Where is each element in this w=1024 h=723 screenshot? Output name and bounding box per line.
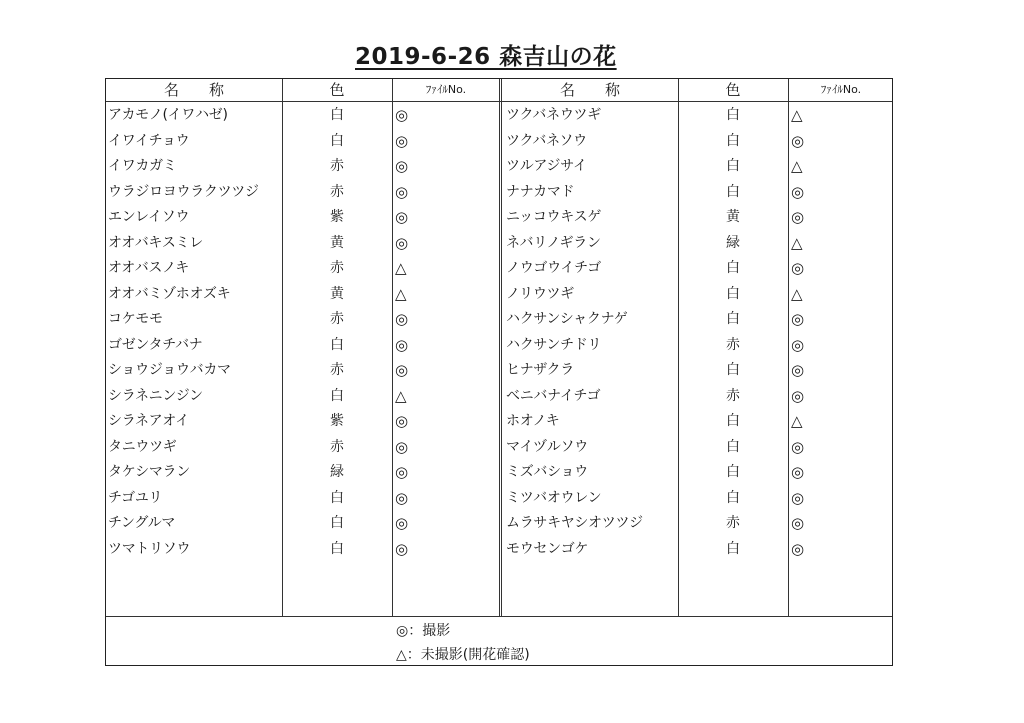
flower-name: ヒナザクラ [506,362,574,378]
photo-status-mark: ◎ [791,335,805,354]
photo-status-mark: ◎ [395,106,409,124]
flower-table [105,78,893,666]
table-row [106,103,894,129]
photo-status-mark: △ [395,386,407,405]
flower-name: ムラサキヤシオツツジ [506,515,643,531]
photo-status-mark: △ [395,259,407,277]
flower-color: 白 [726,260,740,276]
photo-status-mark: ◎ [395,208,409,226]
flower-color: 紫 [330,413,344,429]
flower-name: ゴゼンタチバナ [108,336,203,353]
photo-status-mark: ◎ [791,514,805,532]
photo-status-mark: ◎ [791,310,805,328]
photo-status-mark: ◎ [395,412,409,430]
photo-status-mark: ◎ [395,514,409,532]
flower-name: オオバキスミレ [108,234,203,251]
header-name-left: 名 称 [163,81,224,99]
flower-name: マイヅルソウ [506,438,588,455]
flower-name: ショウジョウバカマ [108,362,231,378]
photo-status-mark: ◎ [791,208,805,226]
photo-status-mark: ◎ [791,463,805,481]
flower-color: 白 [330,515,344,531]
page-title: 2019-6-26 森吉山の花 [355,44,617,70]
flower-color: 赤 [330,438,344,455]
flower-name: イワカガミ [108,158,177,174]
photo-status-mark: ◎ [791,131,805,150]
flower-name: イワイチョウ [108,132,190,149]
flower-name: ツクバネソウ [506,132,587,149]
flower-name: ミズバショウ [506,464,588,480]
flower-name: ウラジロヨウラクツツジ [108,183,259,200]
flower-name: ツルアジサイ [506,158,587,174]
photo-status-mark: ◎ [395,539,409,558]
photo-status-mark: △ [791,157,803,175]
table-row [106,486,894,512]
flower-color: 白 [330,540,344,557]
photo-status-mark: ◎ [395,488,409,507]
flower-color: 白 [726,158,740,174]
flower-name: ハクサンシャクナゲ [506,311,628,327]
flower-color: 黄 [726,209,740,225]
flower-color: 白 [726,285,740,302]
flower-color: 緑 [330,464,344,480]
table-row [106,205,894,231]
flower-color: 赤 [330,183,344,200]
flower-name: ハクサンチドリ [506,336,602,353]
flower-color: 白 [726,132,740,149]
flower-color: 白 [726,107,740,123]
flower-name: ホオノキ [506,413,560,429]
flower-name: ベニバナイチゴ [506,387,601,404]
flower-name: チングルマ [108,515,176,531]
flower-color: 白 [726,438,740,455]
photo-status-mark: △ [791,284,803,303]
legend-divider [106,616,892,617]
table-row [106,307,894,333]
flower-color: 黄 [330,234,344,251]
flower-name: モウセンゴケ [506,540,589,557]
flower-color: 白 [330,107,344,123]
table-row [106,358,894,384]
photo-status-mark: ◎ [395,131,409,150]
flower-name: ノウゴウイチゴ [506,260,601,276]
photo-status-mark: ◎ [395,182,409,201]
flower-color: 赤 [330,260,344,276]
table-row [106,282,894,308]
flower-name: ツマトリソウ [108,540,191,557]
flower-color: 緑 [726,234,740,251]
photo-status-mark: ◎ [395,157,409,175]
flower-name: ツクバネウツギ [506,107,601,123]
flower-name: オオバミゾホオズキ [108,285,231,302]
photo-status-mark: ◎ [791,182,805,201]
photo-status-mark: ◎ [395,310,409,328]
photo-status-mark: ◎ [791,259,805,277]
photo-status-mark: ◎ [395,335,409,354]
photo-status-mark: ◎ [791,386,805,405]
photo-status-mark: △ [791,412,803,430]
flower-color: 白 [726,183,740,200]
flower-name: アカモノ(イワハゼ) [108,107,228,123]
flower-color: 白 [726,464,740,480]
flower-name: シラネニンジン [108,387,203,404]
flower-color: 白 [330,336,344,353]
flower-color: 白 [726,413,740,429]
flower-name: ノリウツギ [506,285,574,302]
table-row [106,511,894,537]
flower-name: シラネアオイ [108,413,189,429]
photo-status-mark: ◎ [395,361,409,379]
flower-color: 黄 [330,285,344,302]
flower-color: 白 [726,362,740,378]
table-row [106,180,894,206]
flower-name: ニッコウキスゲ [506,209,602,225]
legend-photographed: ◎：撮影 [396,623,451,639]
flower-color: 紫 [330,209,344,225]
flower-name: ナナカマド [506,183,575,200]
flower-color: 白 [330,132,344,149]
flower-color: 白 [330,489,344,506]
flower-color: 白 [726,489,740,506]
flower-name: タケシマラン [108,464,190,480]
flower-name: ミツバオウレン [506,489,602,506]
table-row [106,460,894,486]
table-row [106,537,894,563]
flower-color: 赤 [330,311,344,327]
flower-color: 赤 [726,515,740,531]
flower-color: 白 [330,387,344,404]
flower-name: エンレイソウ [108,209,190,225]
photo-status-mark: ◎ [791,488,805,507]
flower-color: 白 [726,540,740,557]
photo-status-mark: △ [395,284,407,303]
flower-name: オオバスノキ [108,260,189,276]
flower-color: 赤 [330,158,344,174]
flower-color: 赤 [726,336,740,353]
table-row [106,231,894,257]
photo-status-mark: ◎ [791,437,805,456]
photo-status-mark: ◎ [395,233,409,252]
table-row [106,129,894,155]
table-row [106,333,894,359]
photo-status-mark: ◎ [395,437,409,456]
table-row [106,409,894,435]
flower-color: 赤 [726,387,740,404]
photo-status-mark: △ [791,233,803,252]
table-row [106,384,894,410]
flower-name: タニウツギ [108,438,177,455]
table-row [106,256,894,282]
header-color-right: 色 [725,81,741,99]
photo-status-mark: ◎ [791,361,805,379]
flower-color: 白 [726,311,740,327]
table-row [106,435,894,461]
photo-status-mark: ◎ [791,539,805,558]
header-file-right: ﾌｧｲﾙNo. [820,83,862,96]
legend-not-photographed: △：未撮影(開花確認) [396,647,530,663]
table-row [106,154,894,180]
flower-name: コケモモ [108,311,163,327]
header-color-left: 色 [329,81,345,99]
flower-name: ネバリノギラン [506,234,601,251]
flower-color: 赤 [330,362,344,378]
header-file-left: ﾌｧｲﾙNo. [425,83,467,96]
photo-status-mark: △ [791,106,803,124]
photo-status-mark: ◎ [395,463,409,481]
header-name-right: 名 称 [559,81,620,99]
flower-name: チゴユリ [108,489,163,506]
